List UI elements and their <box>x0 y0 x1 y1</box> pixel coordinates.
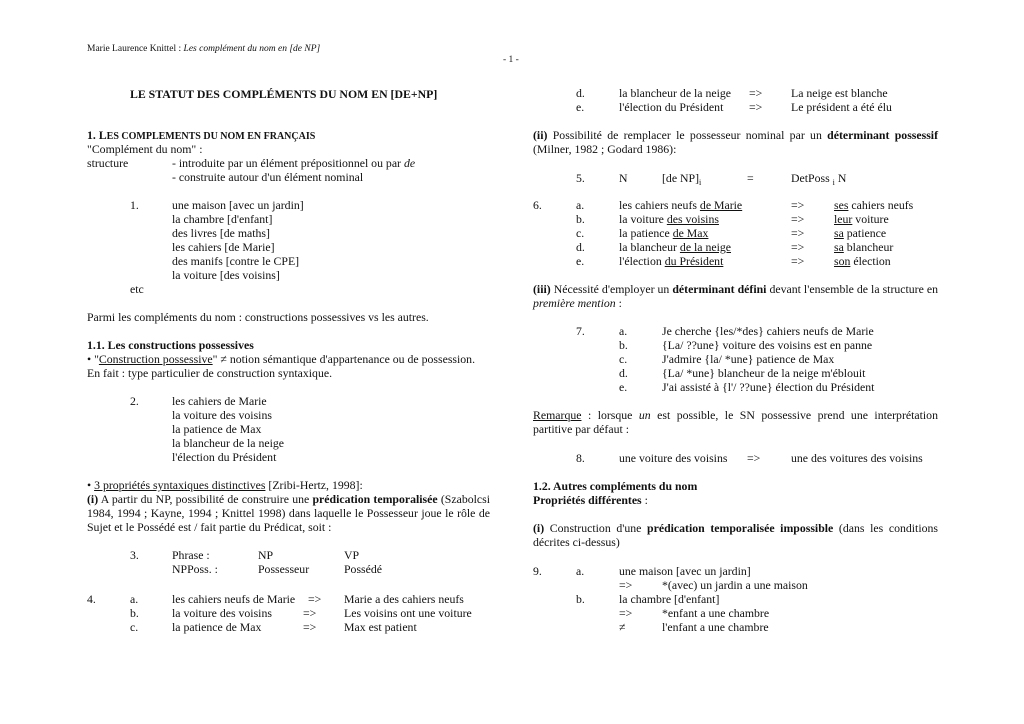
example-6-np: la patience de Max <box>619 226 709 240</box>
structure-line-2: - construite autour d'un élément nominal <box>172 170 364 184</box>
remarque-paragraph: Remarque : lorsque un est possible, le SN possessive prend une interprétation partitive par défaut : <box>533 408 938 436</box>
example-4-letter: c. <box>130 620 139 634</box>
example-7-sentence: {La/ ??une} voiture des voisins est en panne <box>662 338 873 352</box>
example-9-text: une maison [avec un jardin] <box>619 564 751 578</box>
section-1-1-heading: 1.1. Les constructions possessives <box>87 338 254 352</box>
example-5-equals: = <box>747 171 754 185</box>
example-9-text: l'enfant a une chambre <box>662 620 769 634</box>
example-2-item: la blancheur de la neige <box>172 436 285 450</box>
example-6-arrow: => <box>791 254 805 268</box>
example-7-sentence: J'ai assisté à {l'/ ??une} élection du Président <box>662 380 875 394</box>
property-iii-paragraph: (iii) Nécessité d'employer un déterminant défini devant l'ensemble de la structure en première mention : <box>533 282 938 310</box>
example-8-arrow: => <box>747 451 761 465</box>
example-4-number: 4. <box>87 592 96 606</box>
example-4-result: Les voisins ont une voiture <box>344 606 472 620</box>
example-4-result: La neige est blanche <box>791 86 888 100</box>
example-4-arrow: => <box>308 592 322 606</box>
example-1-item: des manifs [contre le CPE] <box>172 254 300 268</box>
example-3-cell: Possesseur <box>258 562 310 576</box>
example-4-result: Marie a des cahiers neufs <box>344 592 464 606</box>
example-3-cell: NPPoss. : <box>172 562 218 576</box>
cdn-label: "Complément du nom" : <box>87 142 203 156</box>
example-5-number: 5. <box>576 171 585 185</box>
section-1-2-subheading: Propriétés différentes : <box>533 493 648 507</box>
example-6-letter: d. <box>576 240 585 254</box>
example-6-np: l'élection du Président <box>619 254 724 268</box>
example-6-arrow: => <box>791 226 805 240</box>
example-1-number: 1. <box>130 198 139 212</box>
example-8-np: une voiture des voisins <box>619 451 728 465</box>
page-number: - 1 - <box>503 55 519 65</box>
example-5-denp: [de $NP]_i$ <box>662 171 702 187</box>
example-6-result: sa blancheur <box>834 240 894 254</box>
example-7-letter: c. <box>619 352 628 366</box>
example-4-arrow: => <box>303 620 317 634</box>
example-4-result: Max est patient <box>344 620 417 634</box>
running-header <box>87 44 320 54</box>
header-title: Les complément du nom en [de NP] <box>183 44 321 54</box>
bullet-3-proprietes: • 3 propriétés syntaxiques distinctives [Zribi-Hertz, 1998]: <box>87 478 363 492</box>
example-7-letter: d. <box>619 366 628 380</box>
example-1-item: des livres [de maths] <box>172 226 270 240</box>
example-4-letter: e. <box>576 100 585 114</box>
property-i-paragraph: (i) A partir du NP, possibilité de construire une prédication temporalisée (Szabolcsi 1984, 1994 ; Kayne, 1994 ; Knittel 1998) dans laquelle le Possesseur joue le rôle de Sujet et le Possédé est / fait partie du Prédicat, soit : <box>87 492 490 534</box>
example-6-letter: c. <box>576 226 585 240</box>
example-4-np: les cahiers neufs de Marie <box>172 592 296 606</box>
example-6-np: la voiture des voisins <box>619 212 719 226</box>
example-6-letter: e. <box>576 254 585 268</box>
example-4-np: la blancheur de la neige <box>619 86 732 100</box>
example-6-arrow: => <box>791 212 805 226</box>
etc-text: etc <box>130 282 144 296</box>
example-7-letter: a. <box>619 324 628 338</box>
example-2-item: la patience de Max <box>172 422 262 436</box>
example-9-arrow: => <box>619 578 633 592</box>
example-2-number: 2. <box>130 394 139 408</box>
example-9-number: 9. <box>533 564 542 578</box>
example-5-n: N <box>619 171 628 185</box>
example-8-result: une des voitures des voisins <box>791 451 923 465</box>
example-6-arrow: => <box>791 198 805 212</box>
example-3-cell: NP <box>258 548 274 562</box>
example-1-item: une maison [avec un jardin] <box>172 198 304 212</box>
main-title: LE STATUT DES COMPLÉMENTS DU NOM EN [DE+NP] <box>130 87 438 101</box>
example-6-np: les cahiers neufs de Marie <box>619 198 743 212</box>
parmi-text: Parmi les compléments du nom : constructions possessives vs les autres. <box>87 310 429 324</box>
example-5-detposs: DetPoss $_i$ N <box>791 171 847 187</box>
example-7-sentence: Je cherche {les/*des} cahiers neufs de Marie <box>662 324 874 338</box>
example-9-letter: a. <box>576 564 585 578</box>
example-6-letter: a. <box>576 198 585 212</box>
example-6-result: sa patience <box>834 226 887 240</box>
example-9-arrow: ≠ <box>619 620 626 634</box>
example-4-arrow: => <box>303 606 317 620</box>
example-2-item: les cahiers de Marie <box>172 394 267 408</box>
example-2-item: l'élection du Président <box>172 450 277 464</box>
example-7-letter: b. <box>619 338 628 352</box>
example-9-letter: b. <box>576 592 585 606</box>
example-7-letter: e. <box>619 380 628 394</box>
example-2-item: la voiture des voisins <box>172 408 272 422</box>
example-9-text: la chambre [d'enfant] <box>619 592 720 606</box>
example-3-cell: Phrase : <box>172 548 210 562</box>
example-9-text: *enfant a une chambre <box>662 606 770 620</box>
example-1-item: la chambre [d'enfant] <box>172 212 273 226</box>
property-ii-paragraph: (ii) Possibilité de remplacer le possesseur nominal par un déterminant possessif (Milner, 1982 ; Godard 1986): <box>533 128 938 156</box>
example-6-result: son élection <box>834 254 891 268</box>
example-6-np: la blancheur de la neige <box>619 240 732 254</box>
example-9-arrow: => <box>619 606 633 620</box>
example-4-letter: d. <box>576 86 585 100</box>
example-4-arrow: => <box>749 100 763 114</box>
header-author: Marie Laurence Knittel : <box>87 44 184 54</box>
example-1-item: la voiture [des voisins] <box>172 268 280 282</box>
example-3-number: 3. <box>130 548 139 562</box>
structure-label: structure <box>87 156 129 170</box>
property-i2-paragraph: (i) Construction d'une prédication temporalisée impossible (dans les conditions décrites ci-dessus) <box>533 521 939 549</box>
section-1-heading: 1. LES COMPLEMENTS DU NOM EN FRANÇAIS <box>87 128 316 142</box>
example-4-result: Le président a été élu <box>791 100 892 114</box>
example-4-letter: b. <box>130 606 139 620</box>
example-6-result: leur voiture <box>834 212 889 226</box>
example-6-result: ses cahiers neufs <box>834 198 914 212</box>
example-4-letter: a. <box>130 592 139 606</box>
example-4-np: l'élection du Président <box>619 100 724 114</box>
bullet-construction-possessive: • "Construction possessive" ≠ notion sémantique d'appartenance ou de possession. <box>87 352 476 366</box>
structure-line-1: - introduite par un élément prépositionnel ou par de <box>172 156 416 170</box>
section-1-2-heading: 1.2. Autres compléments du nom <box>533 479 698 493</box>
example-3-cell: VP <box>344 548 360 562</box>
example-4-np: la patience de Max <box>172 620 262 634</box>
en-fait-text: En fait : type particulier de construction syntaxique. <box>87 366 333 380</box>
example-6-arrow: => <box>791 240 805 254</box>
example-3-cell: Possédé <box>344 562 383 576</box>
example-4-arrow: => <box>749 86 763 100</box>
example-7-number: 7. <box>576 324 585 338</box>
example-6-letter: b. <box>576 212 585 226</box>
example-8-number: 8. <box>576 451 585 465</box>
example-9-text: *(avec) un jardin a une maison <box>662 578 808 592</box>
example-1-item: les cahiers [de Marie] <box>172 240 275 254</box>
example-4-np: la voiture des voisins <box>172 606 272 620</box>
example-7-sentence: {La/ *une} blancheur de la neige m'éblouit <box>662 366 866 380</box>
example-6-number: 6. <box>533 198 542 212</box>
example-7-sentence: J'admire {la/ *une} patience de Max <box>662 352 835 366</box>
